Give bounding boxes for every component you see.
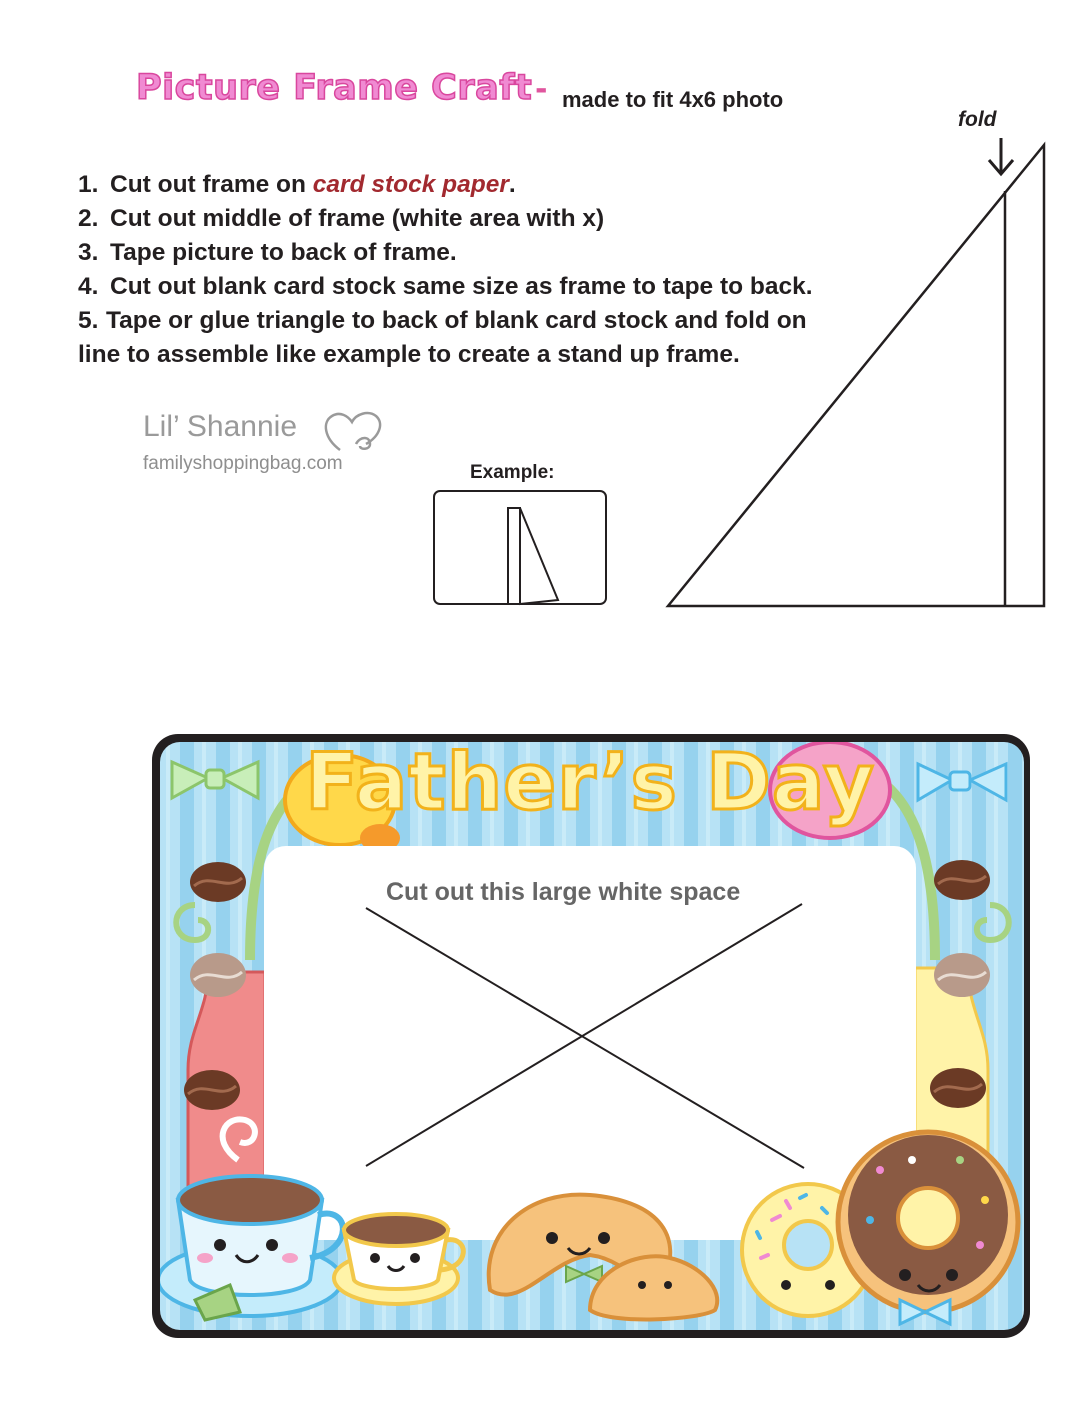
brand-url: familyshoppingbag.com — [143, 453, 343, 474]
page-title: Picture Frame Craft — [136, 68, 533, 108]
step-text: . — [508, 171, 516, 198]
step-text: Cut out blank card stock same size as frame to tape to back. — [110, 273, 813, 300]
cut-instruction: Cut out this large white space — [386, 878, 741, 906]
title-dash: - — [535, 72, 548, 107]
coffee-bean-icon — [190, 862, 246, 902]
step-number: 1. — [78, 171, 99, 198]
fathers-day-title: Father’s Day — [305, 738, 875, 828]
step-number: 4. — [78, 273, 99, 300]
step-text: Tape picture to back of frame. — [110, 239, 457, 266]
coffee-cup-small-icon — [334, 1214, 463, 1304]
step-text: Cut out frame on — [110, 171, 313, 198]
step-number: 2. — [78, 205, 99, 232]
coffee-bean-icon — [934, 953, 990, 997]
card-stock-highlight: card stock paper — [312, 171, 509, 198]
step-text: Tape or glue triangle to back of blank card stock and fold on — [106, 307, 807, 334]
fold-label: fold — [958, 108, 997, 131]
step-number: 3. — [78, 239, 99, 266]
step-text: Cut out middle of frame (white area with x) — [110, 205, 605, 232]
page-subtitle: made to fit 4x6 photo — [562, 87, 784, 112]
brand-name: Lil’ Shannie — [143, 410, 297, 443]
coffee-bean-icon — [190, 953, 246, 997]
step-number: 5. — [78, 307, 99, 334]
coffee-bean-icon — [184, 1070, 240, 1110]
coffee-bean-icon — [930, 1068, 986, 1108]
coffee-bean-icon — [934, 860, 990, 900]
coffee-cup-large-icon — [158, 1176, 343, 1320]
step-text: line to assemble like example to create a stand up frame. — [78, 341, 740, 368]
example-label: Example: — [470, 462, 555, 483]
